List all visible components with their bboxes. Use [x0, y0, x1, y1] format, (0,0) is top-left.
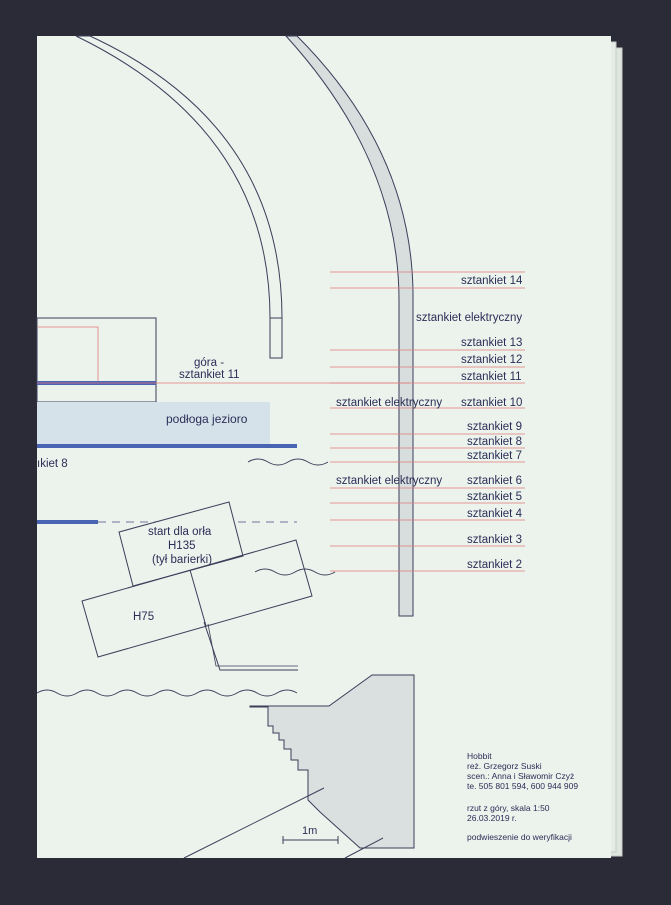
eagle-start-label-line2: H135 [168, 540, 196, 552]
gora-label-line2: sztankiet 11 [179, 369, 240, 381]
pipe-label: sztankiet 3 [467, 534, 522, 546]
pipe-label: sztankiet elektryczny [336, 397, 443, 409]
pipe-label: sztankiet 10 [461, 397, 523, 409]
info-phone: te. 505 801 594, 600 944 909 [467, 781, 579, 791]
pipe-label: sztankiet 13 [461, 337, 523, 349]
eagle-start-label-line1: start dla orła [148, 526, 212, 538]
pipe-label: sztankiet 2 [467, 559, 522, 571]
gora-label-line1: góra - [194, 357, 225, 369]
pipe-label: sztankiet elektryczny [336, 475, 443, 487]
pipe-label: sztankiet 6 [467, 475, 522, 487]
pipe-label: sztankiet 5 [467, 491, 522, 503]
h75-label: H75 [133, 611, 155, 623]
info-date: 26.03.2019 r. [467, 813, 517, 823]
pipe-label: sztankiet 8 [467, 436, 522, 448]
pipe-label: sztankiet 9 [467, 421, 522, 433]
info-scenography: scen.: Anna i Sławomir Czyż [467, 771, 575, 781]
pipe-label: sztankiet 12 [461, 354, 523, 366]
lake-floor-label: podłoga jezioro [166, 412, 248, 426]
info-note: podwieszenie do weryfikacji [467, 832, 572, 842]
left-partial-label: ıkiet 8 [37, 458, 68, 470]
pipe-label: sztankiet 14 [461, 275, 523, 287]
eagle-start-label-line3: (tył barierki) [152, 554, 213, 566]
pipe-label: sztankiet 11 [461, 371, 522, 383]
pipe-label: sztankiet 4 [467, 508, 522, 520]
pipe-label: sztankiet elektryczny [416, 312, 523, 324]
info-view-scale: rzut z góry, skala 1:50 [467, 803, 550, 813]
info-director: reż. Grzegorz Suski [467, 761, 542, 771]
pipe-label: sztankiet 7 [467, 450, 522, 462]
scale-bar-label: 1m [302, 825, 318, 837]
info-title: Hobbit [467, 751, 492, 761]
